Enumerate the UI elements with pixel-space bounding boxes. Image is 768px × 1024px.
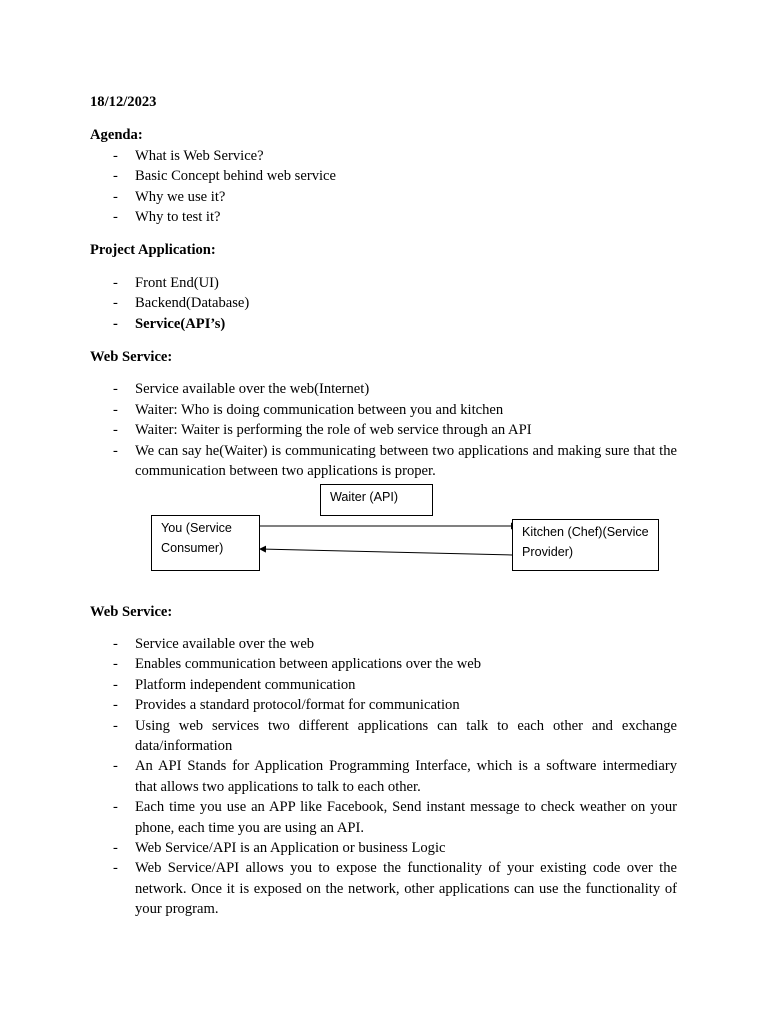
document-page (90, 92, 677, 920)
web-service-detail-item: - Using web services two different applications can talk to each other and exchange data/information (90, 716, 677, 757)
web-service-detail-item: - An API Stands for Application Programming Interface, which is a software intermediary that allows two applications to talk to each other. (90, 756, 677, 797)
web-service-detail-item: - Service available over the web (90, 634, 677, 654)
service-consumer-box (151, 515, 260, 571)
project-application-list (90, 273, 677, 334)
service-provider-label-line2: Provider) (522, 544, 574, 559)
agenda-item: - Why we use it? (90, 187, 677, 207)
web-service-detail-item: - Web Service/API allows you to expose the functionality of your existing code over the network. Once it is exposed on the network, other applications can use the functionality of your program. (90, 858, 677, 919)
web-service-heading: Web Service: (90, 349, 173, 366)
web-service-detail-item: - Enables communication between applications over the web (90, 654, 677, 674)
web-service-item: - Service available over the web(Internet) (90, 379, 677, 399)
agenda-item: - Why to test it? (90, 207, 677, 227)
waiter-diagram (90, 484, 677, 602)
web-service-item: - Waiter: Who is doing communication between you and kitchen (90, 400, 677, 420)
service-provider-box (512, 519, 659, 571)
web-service-item: - We can say he(Waiter) is communicating between two applications and making sure that the communication between two applications is proper. (90, 441, 677, 482)
project-application-item: - Backend(Database) (90, 293, 677, 313)
document-date: 18/12/2023 (90, 94, 157, 110)
project-application-item: - Service(API’s) (90, 314, 677, 334)
web-service-list (90, 379, 677, 481)
service-consumer-label-line2: Consumer) (161, 540, 224, 555)
agenda-item: - Basic Concept behind web service (90, 166, 677, 186)
web-service-detail-item: - Each time you use an APP like Facebook, Send instant message to check weather on your phone, each time you are using an API. (90, 797, 677, 838)
service-consumer-label-line1: You (Service (161, 520, 232, 535)
agenda-heading: Agenda: (90, 127, 143, 144)
agenda-list (90, 146, 677, 228)
project-application-item: - Front End(UI) (90, 273, 677, 293)
project-application-heading: Project Application: (90, 242, 216, 259)
web-service-detail-item: - Web Service/API is an Application or business Logic (90, 838, 677, 858)
web-service-detail-item: - Platform independent communication (90, 675, 677, 695)
waiter-api-box (320, 484, 433, 516)
return-arrow (260, 549, 512, 555)
service-provider-label-line1: Kitchen (Chef)(Service (522, 524, 649, 539)
web-service-heading: Web Service: (90, 603, 173, 620)
waiter-api-label: Waiter (API) (330, 489, 399, 504)
agenda-item: - What is Web Service? (90, 146, 677, 166)
web-service-detail-item: - Provides a standard protocol/format for communication (90, 695, 677, 715)
web-service-details-list (90, 634, 677, 920)
web-service-item: - Waiter: Waiter is performing the role of web service through an API (90, 420, 677, 440)
